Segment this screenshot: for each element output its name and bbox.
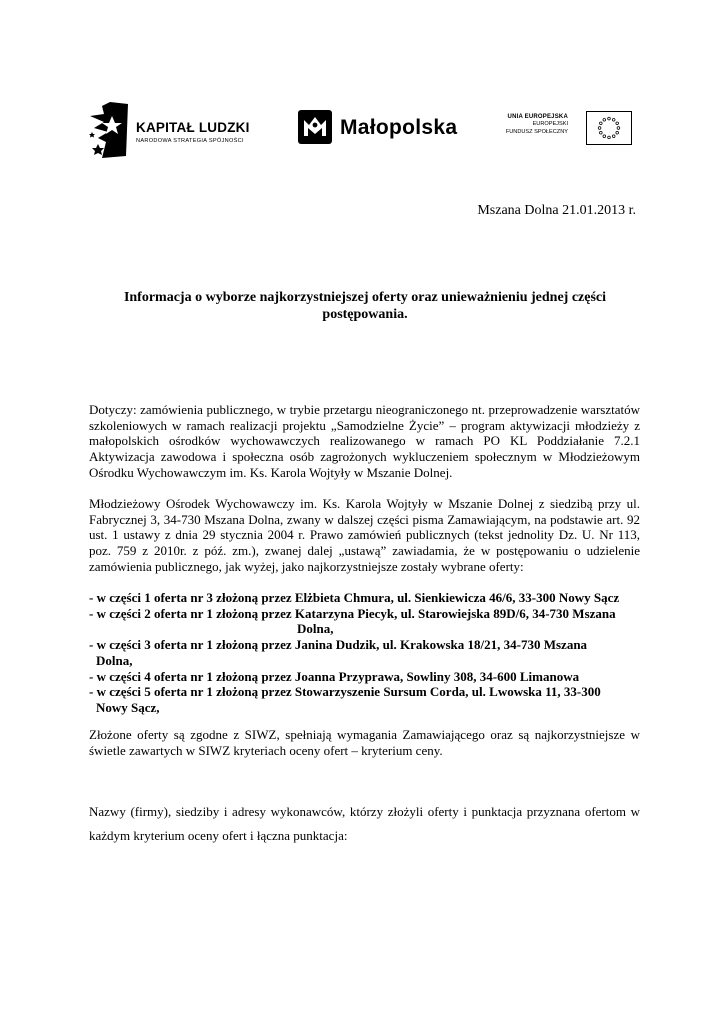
eu-text xyxy=(506,114,568,136)
list-item: - w części 1 oferta nr 3 złożoną przez Elżbieta Chmura, ul. Sienkiewicza 46/6, 33-300 Nowy Sącz xyxy=(89,590,620,605)
selected-offers-list xyxy=(89,590,649,716)
compliance-paragraph: Złożone oferty są zgodne z SIWZ, spełniają wymagania Zamawiającego oraz są najkorzystniejsze w świetle zawartych w SIWZ kryteriach oceny ofert – kryterium ceny. xyxy=(89,727,640,758)
kapital-ludzki-logo xyxy=(88,102,258,158)
logo-bar xyxy=(88,98,648,158)
eu-logo xyxy=(492,110,632,150)
subject-paragraph: Dotyczy: zamówienia publicznego, w trybie przetargu nieograniczonego nt. przeprowadzenie warsztatów szkoleniowych w ramach realizacji projektu „Samodzielne Życie” – program aktywizacji młodzieży z małopolskich ośrodków wychowawczych realizowanego w ramach PO KL Poddziałanie 7.2.1 Aktywizacja zawodowa i społeczna osób zagrożonych wykluczeniem społecznym w Młodzieżowym Ośrodku Wychowawczym im. Ks. Karola Wojtyły w Mszanie Dolnej. xyxy=(89,402,640,480)
malopolska-name: Małopolska xyxy=(340,116,458,139)
notice-paragraph: Młodzieżowy Ośrodek Wychowawczy im. Ks. Karola Wojtyły w Mszanie Dolnej z siedzibą przy ul. Fabrycznej 3, 34-730 Mszana Dolna, zwany w dalszej części pisma Zamawiającym, na podstawie art. 92 ust. 1 ustawy z dnia 29 stycznia 2004 r. Prawo zamówień publicznych (tekst jednolity Dz. U. Nr 113, poz. 759 z 2010r. z póź. zm.), zwanej dalej „ustawą” zawiadamia, że w postępowaniu o udzielenie zamówienia publicznego, jak wyżej, jako najkorzystniejsze zostały wybrane oferty: xyxy=(89,496,640,574)
list-item: - w części 5 oferta nr 1 złożoną przez Stowarzyszenie Sursum Corda, ul. Lwowska 11, 33-300 xyxy=(89,684,601,700)
eu-line3: FUNDUSZ SPOŁECZNY xyxy=(505,128,568,135)
document-title: Informacja o wyborze najkorzystniejszej oferty oraz unieważnieniu jednej części postępowania. xyxy=(123,290,607,322)
kapital-ludzki-mark-icon xyxy=(88,102,130,158)
list-item: - w części 2 oferta nr 1 złożoną przez Katarzyna Piecyk, ul. Starowiejska 89D/6, 34-730 Mszana xyxy=(89,605,616,621)
eu-flag-icon xyxy=(586,111,632,145)
list-item-continuation: Dolna, xyxy=(297,621,334,637)
malopolska-crest-icon xyxy=(298,110,332,144)
list-item: - w części 4 oferta nr 1 złożoną przez Joanna Przyprawa, Sowliny 308, 34-600 Limanowa xyxy=(89,668,580,684)
contractors-paragraph: Nazwy (firmy), siedziby i adresy wykonawców, którzy złożyli oferty i punktacja przyznana ofertom w każdym kryterium oceny ofert i łączna punktacja: xyxy=(89,804,640,843)
kapital-ludzki-title: KAPITAŁ LUDZKI xyxy=(136,120,250,135)
kapital-ludzki-subtitle: NARODOWA STRATEGIA SPÓJNOŚCI xyxy=(136,138,244,144)
list-item-continuation: Dolna, xyxy=(96,652,133,668)
document-date: Mszana Dolna 21.01.2013 r. xyxy=(477,203,636,218)
malopolska-logo xyxy=(298,110,468,150)
list-item-continuation: Nowy Sącz, xyxy=(96,699,160,715)
eu-line2: EUROPEJSKI xyxy=(532,121,568,128)
list-item: - w części 3 oferta nr 1 złożoną przez Janina Dudzik, ul. Krakowska 18/21, 34-730 Mszana xyxy=(89,637,588,653)
eu-line1: UNIA EUROPEJSKA xyxy=(507,114,568,120)
